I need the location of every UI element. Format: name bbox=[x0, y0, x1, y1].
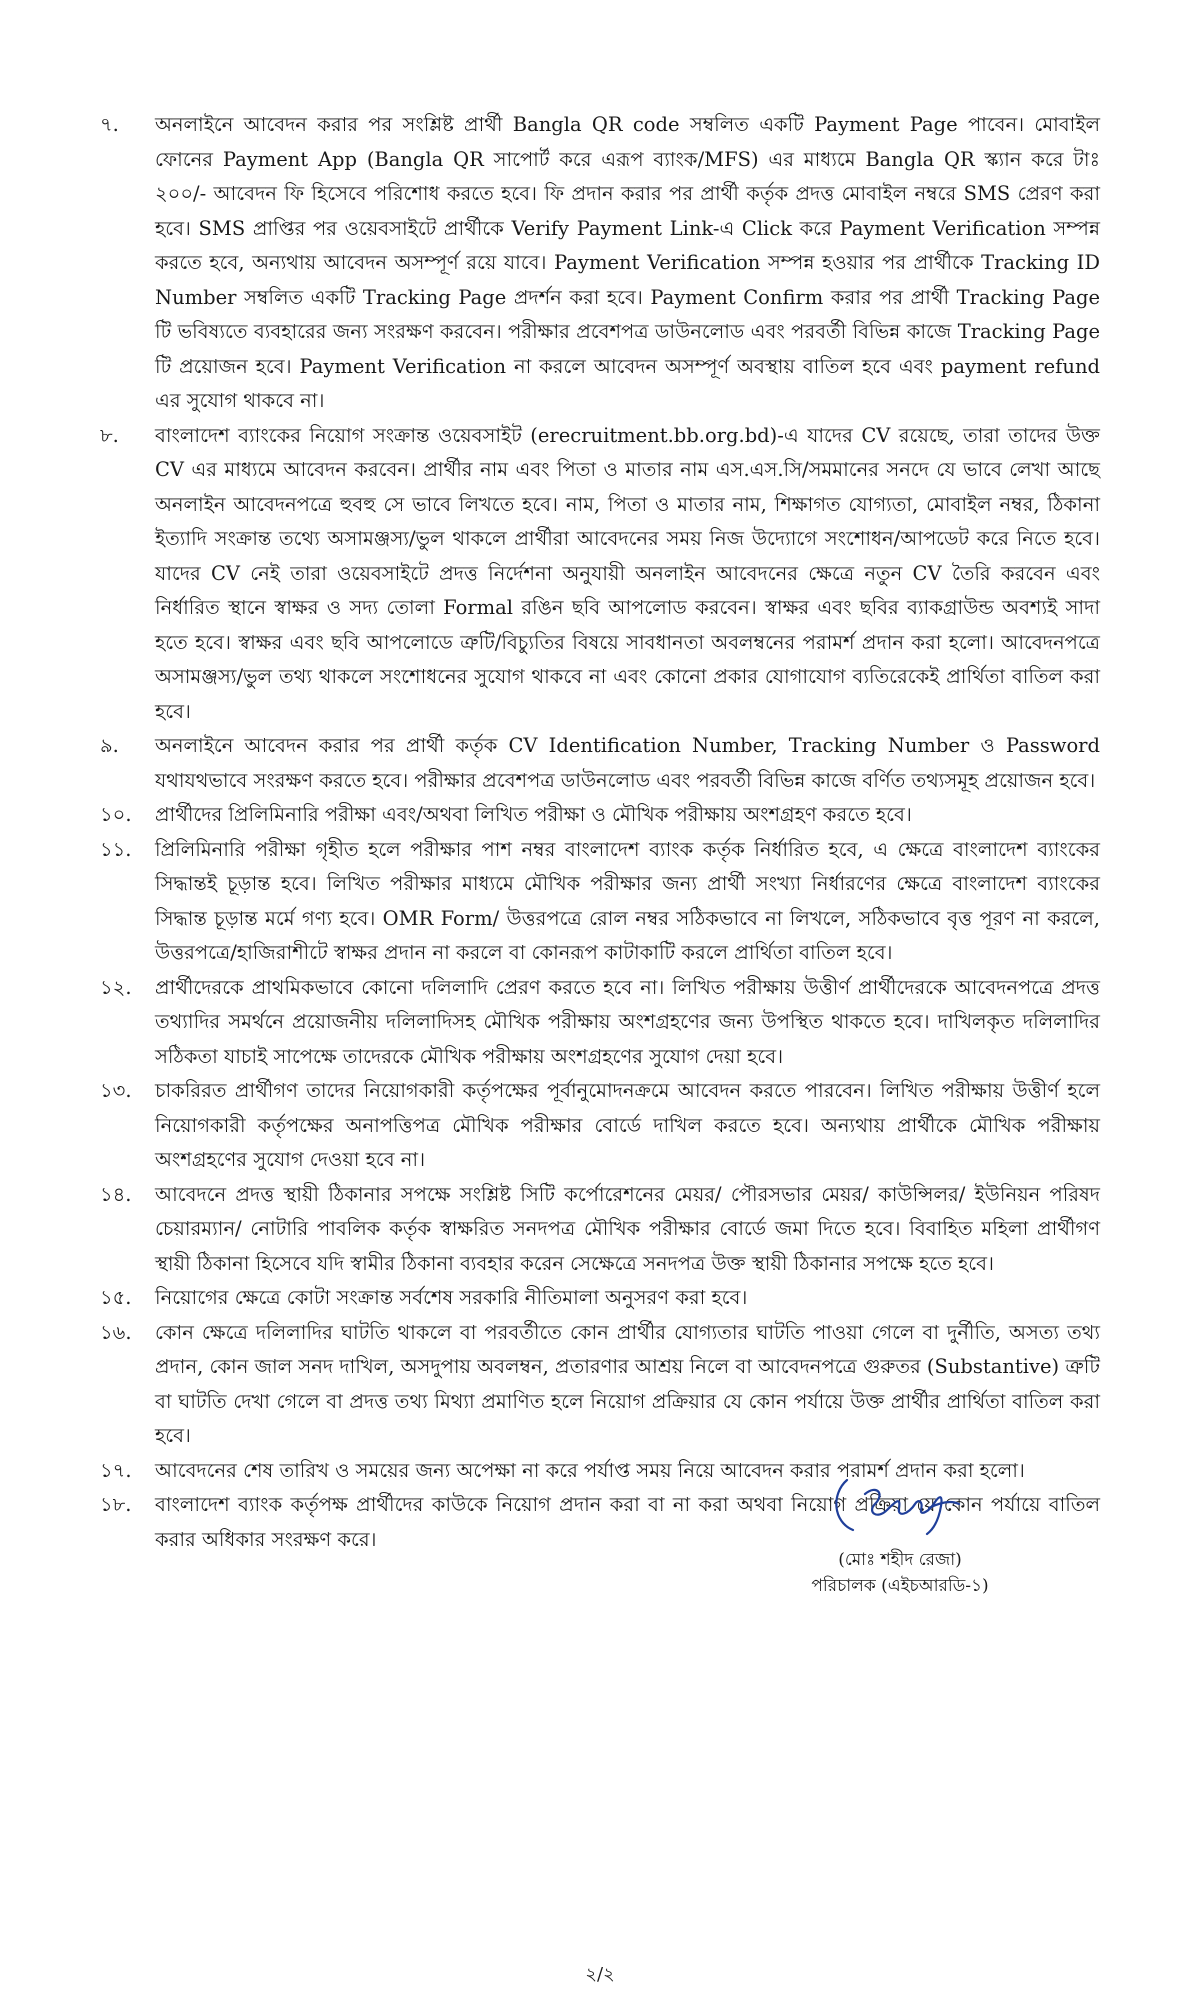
item-number: ৯. bbox=[100, 734, 119, 757]
signer-name: (মোঃ শহীদ রেজা) bbox=[838, 1550, 962, 1570]
item-number: ১৫. bbox=[100, 1286, 132, 1309]
list-item bbox=[100, 971, 1100, 1075]
list-item bbox=[100, 419, 1100, 730]
list-item bbox=[100, 1178, 1100, 1282]
item-number: ৮. bbox=[100, 423, 119, 447]
list-item bbox=[100, 729, 1100, 798]
item-text: আবেদনে প্রদত্ত স্থায়ী ঠিকানার সপক্ষে সংশ্লিষ্ট সিটি কর্পোরেশনের মেয়র/ পৌরসভার মেয়র/ কাউন্সিলর/ ইউনিয়ন পরিষদ চেয়ারম্যান/ নোটারি পাবলিক কর্তৃক স্বাক্ষরিত সনদপত্র মৌখিক পরীক্ষার বোর্ডে জমা দিতে হবে। বিবাহিত মহিলা প্রার্থীগণ স্থায়ী ঠিকানা হিসেবে যদি স্বামীর ঠিকানা ব্যবহার করেন সেক্ষেত্রে সনদপত্র উক্ত স্থায়ী ঠিকানার সপক্ষে হতে হবে। bbox=[155, 1182, 1100, 1275]
item-text: চাকরিরত প্রার্থীগণ তাদের নিয়োগকারী কর্তৃপক্ষের পূর্বানুমোদনক্রমে আবেদন করতে পারবেন। লিখিত পরীক্ষায় উত্তীর্ণ হলে নিয়োগকারী কর্তৃপক্ষের অনাপত্তিপত্র মৌখিক পরীক্ষার বোর্ডে দাখিল করতে হবে। অন্যথায় প্রার্থীকে মৌখিক পরীক্ষায় অংশগ্রহণের সুযোগ দেওয়া হবে না। bbox=[155, 1079, 1100, 1171]
item-number: ১৭. bbox=[100, 1458, 132, 1482]
item-number: ১০. bbox=[100, 803, 132, 826]
signature-block bbox=[780, 1450, 1020, 1599]
item-text: বাংলাদেশ ব্যাংকের নিয়োগ সংক্রান্ত ওয়েবসাইট (erecruitment.bb.org.bd)-এ যাদের CV রয়েছে, তারা তাদের উক্ত CV এর মাধ্যমে আবেদন করবেন। প্রার্থীর নাম এবং পিতা ও মাতার নাম এস.এস.সি/সমমানের সনদে যে ভাবে লেখা আছে অনলাইন আবেদনপত্রে হুবহু সে ভাবে লিখতে হবে। নাম, পিতা ও মাতার নাম, শিক্ষাগত যোগ্যতা, মোবাইল নম্বর, ঠিকানা ইত্যাদি সংক্রান্ত তথ্যে অসামঞ্জস্য/ভুল থাকলে প্রার্থীরা আবেদনের সময় নিজ উদ্যোগে সংশোধন/আপডেট করে নিতে হবে। যাদের CV নেই তারা ওয়েবসাইটে প্রদত্ত নির্দেশনা অনুযায়ী অনলাইন আবেদনের ক্ষেত্রে নতুন CV তৈরি করবেন এবং নির্ধারিত স্থানে স্বাক্ষর ও সদ্য তোলা Formal রঙিন ছবি আপলোড করবেন। স্বাক্ষর এবং ছবির ব্যাকগ্রাউন্ড অবশ্যই সাদা হতে হবে। স্বাক্ষর এবং ছবি আপলোডে ত্রুটি/বিচ্যুতির বিষয়ে সাবধানতা অবলম্বনের পরামর্শ প্রদান করা হলো। আবেদনপত্রে অসামঞ্জস্য/ভুল তথ্য থাকলে সংশোধনের সুযোগ থাকবে না এবং কোনো প্রকার যোগাযোগ ব্যতিরেকেই প্রার্থিতা বাতিল করা হবে। bbox=[155, 423, 1100, 723]
handwritten-signature bbox=[825, 1450, 975, 1545]
item-text: অনলাইনে আবেদন করার পর প্রার্থী কর্তৃক CV Identification Number, Tracking Number ও Password যথাযথভাবে সংরক্ষণ করতে হবে। পরীক্ষার প্রবেশপত্র ডাউনলোড এবং পরবর্তী বিভিন্ন কাজে বর্ণিত তথ্যসমূহ প্রয়োজন হবে। bbox=[155, 734, 1100, 792]
item-number: ১১. bbox=[100, 837, 132, 861]
list-item bbox=[100, 108, 1100, 419]
item-text: নিয়োগের ক্ষেত্রে কোটা সংক্রান্ত সর্বশেষ সরকারি নীতিমালা অনুসরণ করা হবে। bbox=[155, 1286, 748, 1309]
item-text: বাংলাদেশ ব্যাংক কর্তৃপক্ষ প্রার্থীদের কাউকে নিয়োগ প্রদান করা বা না করা অথবা নিয়োগ প্রক্রিয়া যে কোন পর্যায়ে বাতিল করার অধিকার সংরক্ষণ করে। bbox=[155, 1493, 1100, 1551]
item-text: আবেদনের শেষ তারিখ ও সময়ের জন্য অপেক্ষা না করে পর্যাপ্ত সময় নিয়ে আবেদন করার পরামর্শ প্রদান করা হলো। bbox=[155, 1458, 1025, 1482]
item-text: কোন ক্ষেত্রে দলিলাদির ঘাটতি থাকলে বা পরবর্তীতে কোন প্রার্থীর যোগ্যতার ঘাটতি পাওয়া গেলে বা দুর্নীতি, অসত্য তথ্য প্রদান, কোন জাল সনদ দাখিল, অসদুপায় অবলম্বন, প্রতারণার আশ্রয় নিলে বা আবেদনপত্রে গুরুতর (Substantive) ত্রুটি বা ঘাটতি দেখা গেলে বা প্রদত্ত তথ্য মিথ্যা প্রমাণিত হলে নিয়োগ প্রক্রিয়ার যে কোন পর্যায়ে উক্ত প্রার্থীর প্রার্থিতা বাতিল করা হবে। bbox=[155, 1320, 1100, 1447]
list-item bbox=[100, 1316, 1100, 1454]
item-text: প্রার্থীদেরকে প্রাথমিকভাবে কোনো দলিলাদি প্রেরণ করতে হবে না। লিখিত পরীক্ষায় উত্তীর্ণ প্রার্থীদেরকে আবেদনপত্রে প্রদত্ত তথ্যাদির সমর্থনে প্রয়োজনীয় দলিলাদিসহ মৌখিক পরীক্ষায় অংশগ্রহণের জন্য উপস্থিত থাকতে হবে। দাখিলকৃত দলিলাদির সঠিকতা যাচাই সাপেক্ষে তাদেরকে মৌখিক পরীক্ষায় অংশগ্রহণের সুযোগ দেয়া হবে। bbox=[155, 975, 1100, 1068]
item-number: ১৬. bbox=[100, 1320, 132, 1344]
signer-title: পরিচালক (এইচআরডি-১) bbox=[811, 1576, 989, 1596]
item-text: প্রার্থীদের প্রিলিমিনারি পরীক্ষা এবং/অথবা লিখিত পরীক্ষা ও মৌখিক পরীক্ষায় অংশগ্রহণ করতে হবে। bbox=[155, 803, 912, 826]
list-item bbox=[100, 798, 1100, 833]
list-item bbox=[100, 1281, 1100, 1316]
item-text: অনলাইনে আবেদন করার পর সংশ্লিষ্ট প্রার্থী Bangla QR code সম্বলিত একটি Payment Page পাবেন। মোবাইল ফোনের Payment App (Bangla QR সাপোর্ট করে এরূপ ব্যাংক/MFS) এর মাধ্যমে Bangla QR স্ক্যান করে টাঃ ২০০/- আবেদন ফি হিসেবে পরিশোধ করতে হবে। ফি প্রদান করার পর প্রার্থী কর্তৃক প্রদত্ত মোবাইল নম্বরে SMS প্রেরণ করা হবে। SMS প্রাপ্তির পর ওয়েবসাইটে প্রার্থীকে Verify Payment Link-এ Click করে Payment Verification সম্পন্ন করতে হবে, অন্যথায় আবেদন অসম্পূর্ণ রয়ে যাবে। Payment Verification সম্পন্ন হওয়ার পর প্রার্থীকে Tracking ID Number সম্বলিত একটি Tracking Page প্রদর্শন করা হবে। Payment Confirm করার পর প্রার্থী Tracking Page টি ভবিষ্যতে ব্যবহারের জন্য সংরক্ষণ করবেন। পরীক্ষার প্রবেশপত্র ডাউনলোড এবং পরবর্তী বিভিন্ন কাজে Tracking Page টি প্রয়োজন হবে। Payment Verification না করলে আবেদন অসম্পূর্ণ অবস্থায় বাতিল হবে এবং payment refund এর সুযোগ থাকবে না। bbox=[155, 113, 1100, 412]
page-number: ২/২ bbox=[585, 1964, 615, 1985]
item-text: প্রিলিমিনারি পরীক্ষা গৃহীত হলে পরীক্ষার পাশ নম্বর বাংলাদেশ ব্যাংক কর্তৃক নির্ধারিত হবে, এ ক্ষেত্রে বাংলাদেশ ব্যাংকের সিদ্ধান্তই চূড়ান্ত হবে। লিখিত পরীক্ষার মাধ্যমে মৌখিক পরীক্ষার জন্য প্রার্থী সংখ্যা নির্ধারণের ক্ষেত্রে বাংলাদেশ ব্যাংকের সিদ্ধান্ত চূড়ান্ত মর্মে গণ্য হবে। OMR Form/ উত্তরপত্রে রোল নম্বর সঠিকভাবে না লিখলে, সঠিকভাবে বৃত্ত পূরণ না করলে, উত্তরপত্রে/হাজিরাশীটে স্বাক্ষর প্রদান না করলে বা কোনরূপ কাটাকাটি করলে প্রার্থিতা বাতিল হবে। bbox=[155, 837, 1100, 964]
item-number: ১৪. bbox=[100, 1182, 132, 1206]
instructions-list bbox=[100, 108, 1100, 1557]
list-item bbox=[100, 1074, 1100, 1178]
item-number: ১৩. bbox=[100, 1079, 132, 1102]
item-number: ৭. bbox=[100, 113, 119, 136]
list-item bbox=[100, 833, 1100, 971]
item-number: ১৮. bbox=[100, 1493, 132, 1516]
item-number: ১২. bbox=[100, 975, 132, 999]
